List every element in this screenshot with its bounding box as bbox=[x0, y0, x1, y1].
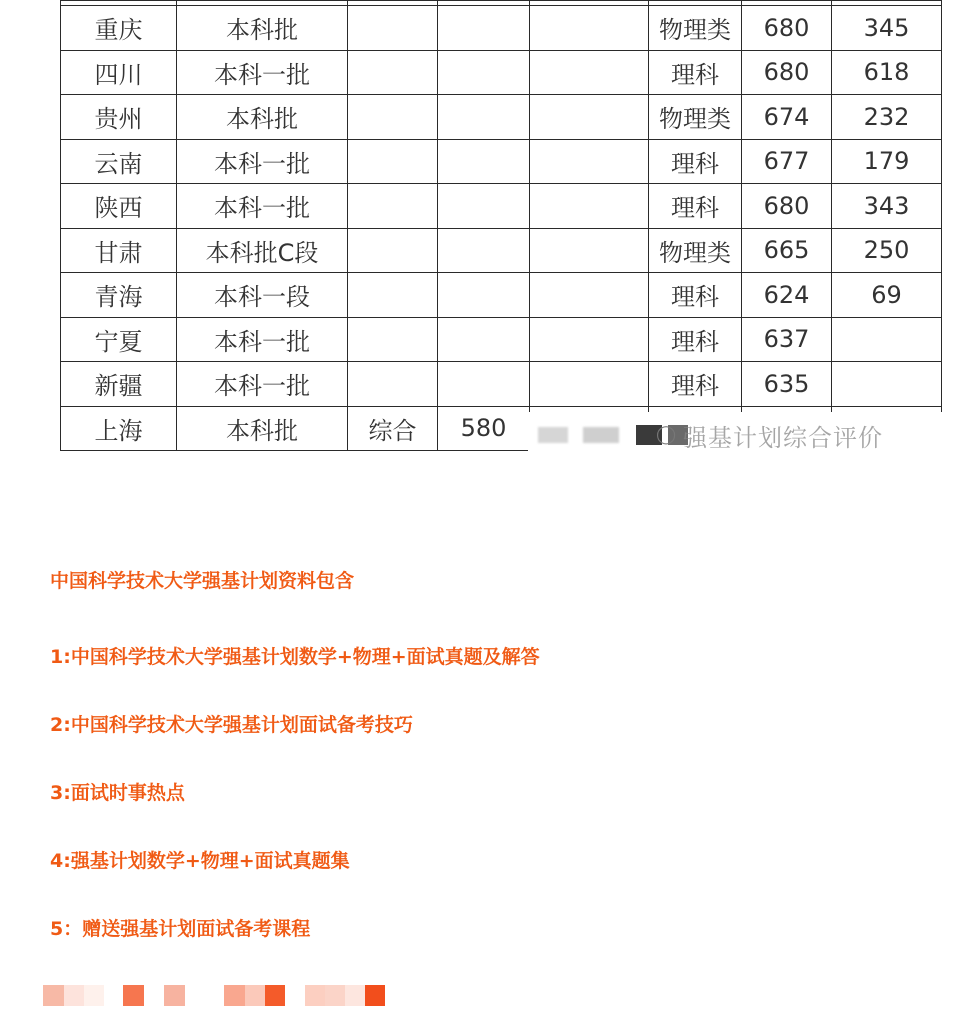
col3-cell: 综合 bbox=[348, 406, 438, 451]
subject-cell: 物理类 bbox=[649, 228, 742, 273]
col5-cell bbox=[530, 139, 649, 184]
intro-item-5: 5：赠送强基计划面试备考课程 bbox=[50, 918, 311, 940]
subject-cell: 物理类 bbox=[649, 6, 742, 51]
score-cell: 680 bbox=[742, 6, 832, 51]
col3-cell bbox=[348, 50, 438, 95]
province-cell: 新疆 bbox=[61, 362, 177, 407]
blurred-block bbox=[325, 985, 345, 1006]
col5-cell bbox=[530, 317, 649, 362]
watermark-overlay bbox=[528, 412, 942, 458]
subject-cell: 理科 bbox=[649, 139, 742, 184]
watermark-text: 强基计划综合评价 bbox=[683, 424, 883, 452]
col4-cell bbox=[438, 139, 530, 184]
col4-cell bbox=[438, 273, 530, 318]
table-row bbox=[61, 317, 942, 362]
batch-cell: 本科一批 bbox=[177, 50, 348, 95]
table-row bbox=[61, 184, 942, 229]
table-row bbox=[61, 362, 942, 407]
col5-cell bbox=[530, 228, 649, 273]
score-cell: 680 bbox=[742, 50, 832, 95]
rank-cell: 345 bbox=[832, 6, 942, 51]
table-row bbox=[61, 139, 942, 184]
province-cell: 重庆 bbox=[61, 6, 177, 51]
batch-cell: 本科批 bbox=[177, 6, 348, 51]
score-table bbox=[60, 0, 942, 451]
score-cell: 674 bbox=[742, 95, 832, 140]
wechat-icon: ◯ bbox=[656, 424, 677, 445]
rank-cell: 343 bbox=[832, 184, 942, 229]
table-row bbox=[61, 95, 942, 140]
col4-cell bbox=[438, 6, 530, 51]
province-cell: 青海 bbox=[61, 273, 177, 318]
col3-cell bbox=[348, 139, 438, 184]
table-row bbox=[61, 228, 942, 273]
batch-cell: 本科一段 bbox=[177, 273, 348, 318]
blurred-block bbox=[245, 985, 265, 1006]
rank-cell bbox=[832, 317, 942, 362]
score-cell: 637 bbox=[742, 317, 832, 362]
blurred-footer bbox=[43, 985, 403, 1007]
blurred-block bbox=[224, 985, 245, 1006]
rank-cell: 618 bbox=[832, 50, 942, 95]
score-cell: 635 bbox=[742, 362, 832, 407]
col5-cell bbox=[530, 50, 649, 95]
col5-cell bbox=[530, 95, 649, 140]
intro-item-3: 3:面试时事热点 bbox=[50, 782, 185, 804]
score-table-wrapper bbox=[60, 0, 942, 451]
blurred-block bbox=[64, 985, 84, 1006]
col4-cell bbox=[438, 317, 530, 362]
col4-cell: 580 bbox=[438, 406, 530, 451]
blurred-block bbox=[265, 985, 285, 1006]
subject-cell: 理科 bbox=[649, 317, 742, 362]
col5-cell bbox=[530, 184, 649, 229]
col3-cell bbox=[348, 317, 438, 362]
col3-cell bbox=[348, 6, 438, 51]
batch-cell: 本科批 bbox=[177, 95, 348, 140]
score-cell: 680 bbox=[742, 184, 832, 229]
col4-cell bbox=[438, 95, 530, 140]
col3-cell bbox=[348, 362, 438, 407]
col3-cell bbox=[348, 95, 438, 140]
score-cell: 624 bbox=[742, 273, 832, 318]
col5-cell bbox=[530, 273, 649, 318]
subject-cell: 物理类 bbox=[649, 95, 742, 140]
rank-cell: 232 bbox=[832, 95, 942, 140]
blurred-block bbox=[345, 985, 365, 1006]
batch-cell: 本科一批 bbox=[177, 317, 348, 362]
subject-cell: 理科 bbox=[649, 362, 742, 407]
table-row bbox=[61, 273, 942, 318]
blurred-block bbox=[43, 985, 64, 1006]
col3-cell bbox=[348, 228, 438, 273]
col5-cell bbox=[530, 362, 649, 407]
province-cell: 上海 bbox=[61, 406, 177, 451]
batch-cell: 本科一批 bbox=[177, 362, 348, 407]
batch-cell: 本科批 bbox=[177, 406, 348, 451]
intro-heading: 中国科学技术大学强基计划资料包含 bbox=[50, 570, 355, 592]
blurred-block bbox=[538, 427, 568, 443]
batch-cell: 本科批C段 bbox=[177, 228, 348, 273]
province-cell: 陕西 bbox=[61, 184, 177, 229]
province-cell: 四川 bbox=[61, 50, 177, 95]
blurred-block bbox=[305, 985, 325, 1006]
table-row bbox=[61, 50, 942, 95]
intro-item-4: 4:强基计划数学+物理+面试真题集 bbox=[50, 850, 350, 872]
table-row bbox=[61, 6, 942, 51]
col4-cell bbox=[438, 50, 530, 95]
subject-cell: 理科 bbox=[649, 273, 742, 318]
rank-cell: 250 bbox=[832, 228, 942, 273]
subject-cell: 理科 bbox=[649, 184, 742, 229]
subject-cell: 理科 bbox=[649, 50, 742, 95]
province-cell: 甘肃 bbox=[61, 228, 177, 273]
rank-cell: 179 bbox=[832, 139, 942, 184]
col4-cell bbox=[438, 362, 530, 407]
province-cell: 贵州 bbox=[61, 95, 177, 140]
score-cell: 665 bbox=[742, 228, 832, 273]
blurred-block bbox=[583, 427, 619, 443]
blurred-block bbox=[164, 985, 185, 1006]
province-cell: 宁夏 bbox=[61, 317, 177, 362]
blurred-block bbox=[84, 985, 104, 1006]
col3-cell bbox=[348, 273, 438, 318]
col4-cell bbox=[438, 228, 530, 273]
intro-item-1: 1:中国科学技术大学强基计划数学+物理+面试真题及解答 bbox=[50, 646, 540, 668]
col3-cell bbox=[348, 184, 438, 229]
intro-item-2: 2:中国科学技术大学强基计划面试备考技巧 bbox=[50, 714, 413, 736]
rank-cell bbox=[832, 362, 942, 407]
score-cell: 677 bbox=[742, 139, 832, 184]
batch-cell: 本科一批 bbox=[177, 139, 348, 184]
province-cell: 云南 bbox=[61, 139, 177, 184]
col5-cell bbox=[530, 6, 649, 51]
col4-cell bbox=[438, 184, 530, 229]
batch-cell: 本科一批 bbox=[177, 184, 348, 229]
rank-cell: 69 bbox=[832, 273, 942, 318]
score-table-body bbox=[61, 1, 942, 451]
blurred-block bbox=[365, 985, 385, 1006]
blurred-block bbox=[123, 985, 144, 1006]
